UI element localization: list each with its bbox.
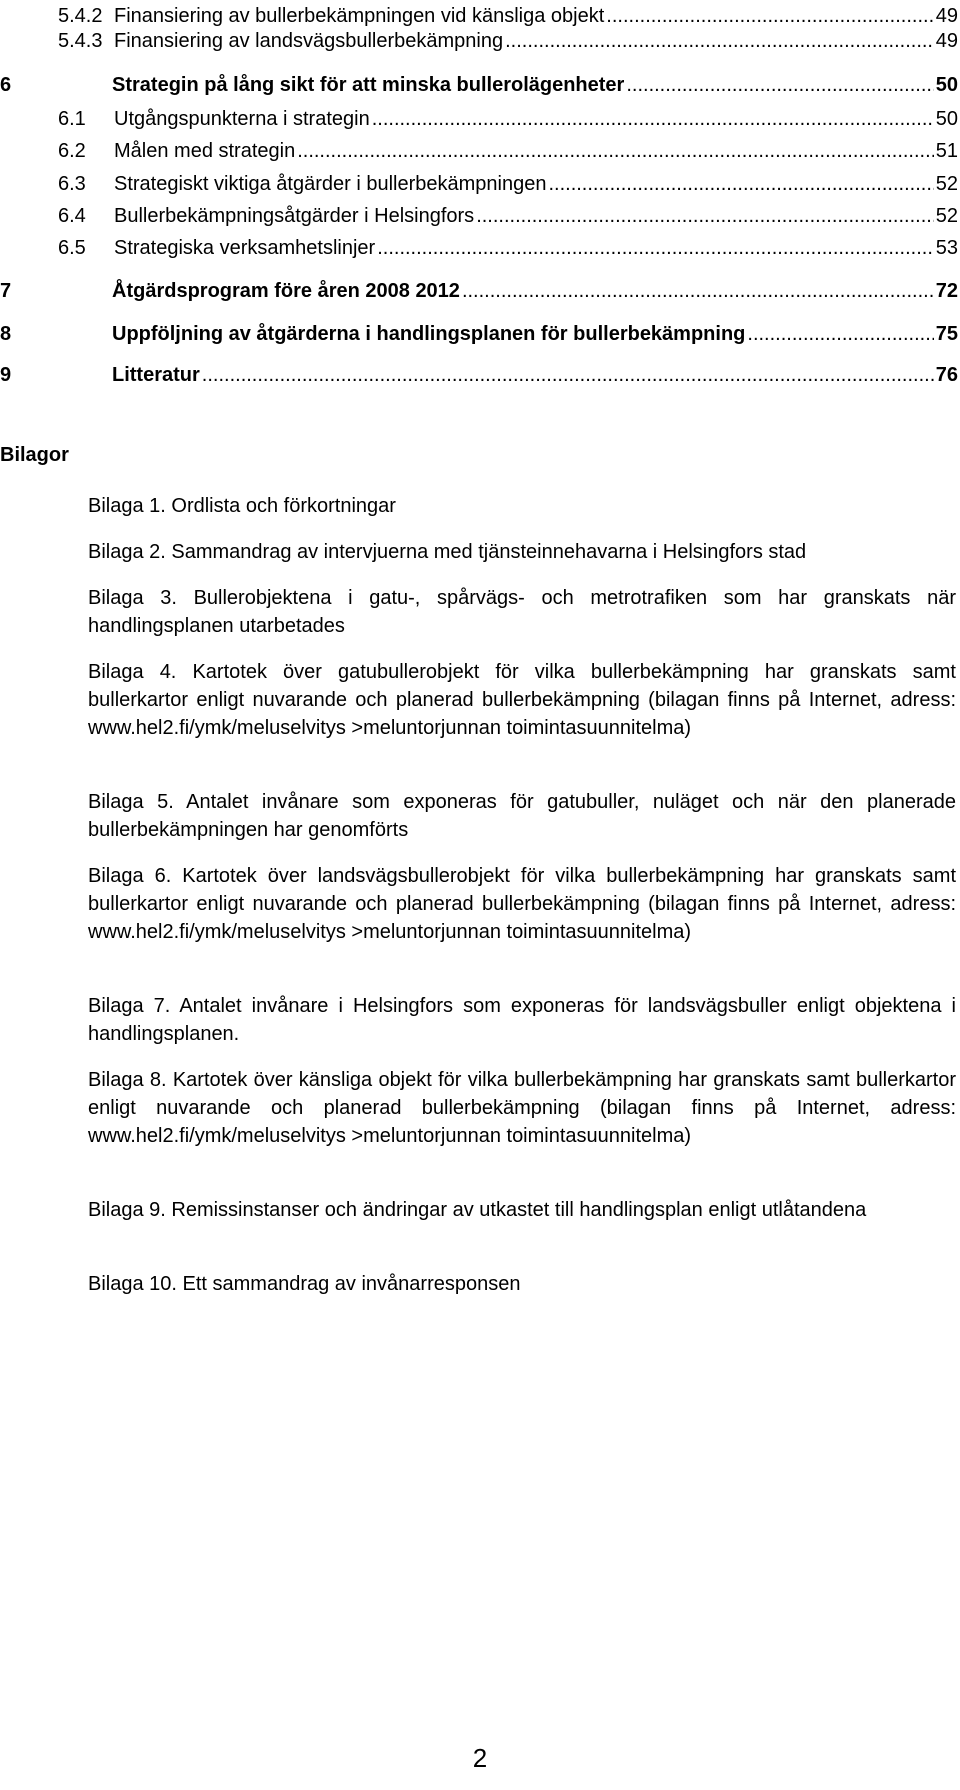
appendix-item: Bilaga 6. Kartotek över landsvägsbullerobjekt för vilka bullerbekämpning har granskats samt bullerkartor enligt nuvarande och planerad bullerbekämpning (bilagan finns på Internet, adress: www.hel2.fi/ymk/meluselvitys >meluntorjunnan toimintasuunnitelma)	[88, 865, 956, 943]
toc-entry[interactable]	[0, 319, 958, 349]
toc-number: 6.1	[58, 108, 86, 130]
toc-page: 50	[935, 74, 958, 96]
toc-page: 72	[935, 280, 958, 302]
toc-title: Strategiska verksamhetslinjer	[114, 237, 376, 259]
toc-entry[interactable]	[0, 201, 958, 231]
toc-leader	[377, 233, 934, 263]
toc-leader	[476, 201, 934, 231]
toc-leader	[462, 276, 934, 306]
toc-number: 6.4	[58, 205, 86, 227]
toc-title: Bullerbekämpningsåtgärder i Helsingfors	[114, 205, 475, 227]
appendix-item: Bilaga 8. Kartotek över känsliga objekt för vilka bullerbekämpning har granskats samt bullerkartor enligt nuvarande och planerad bullerbekämpning (bilagan finns på Internet, adress: www.hel2.fi/ymk/meluselvitys >meluntorjunnan toimintasuunnitelma)	[88, 1069, 956, 1147]
toc-number: 6.3	[58, 173, 86, 195]
toc-number: 8	[0, 323, 12, 345]
toc-page: 49	[935, 5, 958, 27]
toc-leader	[548, 169, 933, 199]
toc-page: 52	[935, 173, 958, 195]
toc-leader	[747, 319, 933, 349]
toc-number: 7	[0, 280, 12, 302]
toc-title: Strategiskt viktiga åtgärder i bullerbekämpningen	[114, 173, 547, 195]
toc-title: Finansiering av landsvägsbullerbekämpning	[114, 30, 504, 52]
appendix-item: Bilaga 10. Ett sammandrag av invånarresponsen	[88, 1273, 521, 1295]
appendix-item: Bilaga 7. Antalet invånare i Helsingfors som exponeras för landsvägsbuller enligt objektena i handlingsplanen.	[88, 995, 956, 1045]
toc-title: Finansiering av bullerbekämpningen vid känsliga objekt	[114, 5, 605, 27]
appendix-item: Bilaga 4. Kartotek över gatubullerobjekt för vilka bullerbekämpning har granskats samt bullerkartor enligt nuvarande och planerad bullerbekämpning (bilagan finns på Internet, adress: www.hel2.fi/ymk/meluselvitys >meluntorjunnan toimintasuunnitelma)	[88, 661, 956, 739]
toc-title: Utgångspunkterna i strategin	[114, 108, 370, 130]
toc-entry[interactable]	[0, 70, 958, 100]
toc-page: 49	[935, 30, 958, 52]
toc-title: Strategin på lång sikt för att minska bullerolägenheter	[112, 74, 625, 96]
toc-title: Uppföljning av åtgärderna i handlingsplanen för bullerbekämpning	[112, 323, 746, 345]
appendix-item: Bilaga 9. Remissinstanser och ändringar av utkastet till handlingsplan enligt utlåtandena	[88, 1199, 867, 1221]
appendices-heading: Bilagor	[0, 444, 69, 466]
toc-page: 76	[935, 364, 958, 386]
toc-entry[interactable]	[0, 233, 958, 263]
toc-number: 6.5	[58, 237, 86, 259]
appendix-item: Bilaga 2. Sammandrag av intervjuerna med tjänsteinnehavarna i Helsingfors stad	[88, 541, 807, 563]
toc-entry[interactable]	[0, 26, 958, 56]
toc-entry[interactable]	[0, 360, 958, 390]
page-number: 2	[472, 1743, 488, 1773]
appendix-item: Bilaga 3. Bullerobjektena i gatu-, spårvägs- och metrotrafiken som har granskats när handlingsplanen utarbetades	[88, 587, 956, 637]
toc-page: 75	[935, 323, 958, 345]
appendix-item: Bilaga 1. Ordlista och förkortningar	[88, 495, 396, 517]
toc-leader	[372, 104, 934, 134]
toc-number: 5.4.3	[58, 30, 103, 52]
toc-page: 51	[935, 140, 958, 162]
toc-entry[interactable]	[0, 104, 958, 134]
toc-number: 6.2	[58, 140, 86, 162]
toc-leader	[626, 70, 933, 100]
toc-leader	[297, 136, 934, 166]
toc-title: Målen med strategin	[114, 140, 296, 162]
appendix-item: Bilaga 5. Antalet invånare som exponeras för gatubuller, nuläget och när den planerade bullerbekämpningen har genomförts	[88, 791, 956, 841]
toc-entry[interactable]	[0, 276, 958, 306]
toc-page: 53	[935, 237, 958, 259]
toc-leader	[202, 360, 934, 390]
toc-title: Litteratur	[112, 364, 200, 386]
toc-number: 5.4.2	[58, 5, 103, 27]
toc-entry[interactable]	[0, 169, 958, 199]
toc-page: 52	[935, 205, 958, 227]
toc-page: 50	[935, 108, 958, 130]
toc-number: 9	[0, 364, 12, 386]
toc-title: Åtgärdsprogram före åren 2008 2012	[112, 280, 460, 302]
toc-number: 6	[0, 74, 12, 96]
toc-leader	[505, 26, 934, 56]
toc-entry[interactable]	[0, 136, 958, 166]
